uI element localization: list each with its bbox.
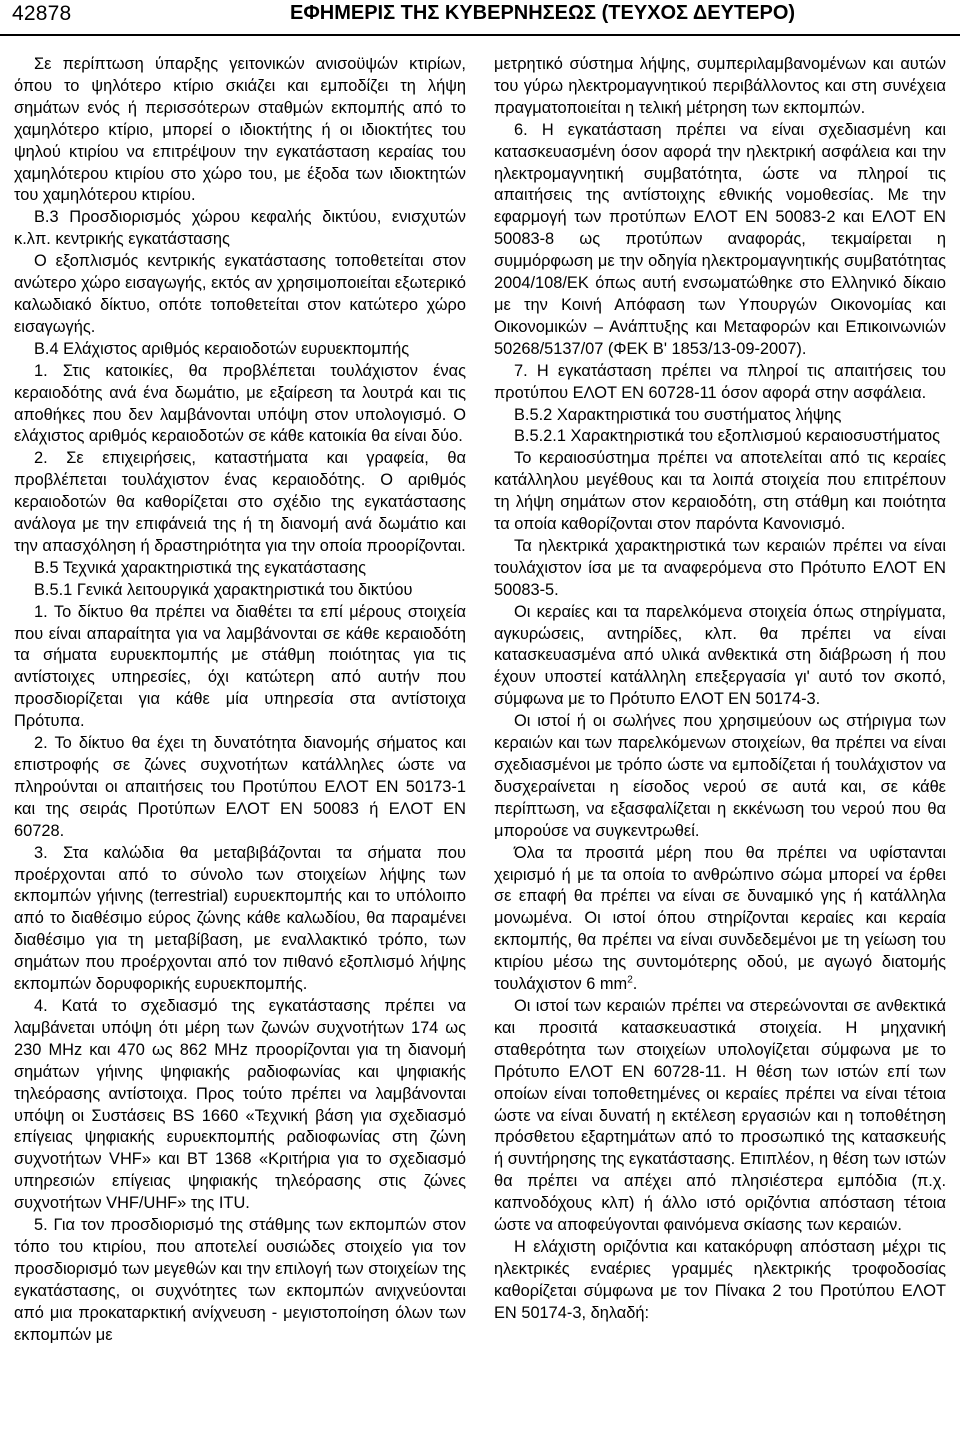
paragraph: Ο εξοπλισμός κεντρικής εγκατάστασης τοποθετείται στον ανώτερο χώρο εισαγωγής, εκτός αν χρησιμοποιείται εξωτερικό καλωδιακό δίκτυο, οπότε τοποθετείται στον κατώτερο χώρο εισαγωγής.: [14, 252, 466, 336]
paragraph: Οι ιστοί ή οι σωλήνες που χρησιμεύουν ως στήριγμα των κεραιών και των παρελκόμενων στοιχείων, θα πρέπει να είναι σχεδιασμένοι με τρόπο ώστε να εμποδίζεται ή τουλάχιστον να δυσχεραίνεται η είσοδος νερού σε αυτά και, σε κάθε περίπτωση, να εξασφαλίζεται η εκκένωση του νερού που θα μπορούσε να συγκεντρωθεί.: [494, 712, 946, 840]
paragraph: 4. Κατά το σχεδιασμό της εγκατάστασης πρέπει να λαμβάνεται υπόψη ότι μέρη των ζωνών συχνοτήτων 174 ως 230 MHz και 470 ως 862 MHz προορίζονται για τη διανομή σημάτων γήινης ψηφιακής ραδιοφωνίας και ψηφιακής τηλεόρασης αντίστοιχα. Προς τούτο πρέπει να λαμβάνονται υπόψη οι Συστάσεις BS 1660 «Τεχνική βάση για σχεδιασμό επίγειας ψηφιακής ευρυεκπομπής ραδιοφωνίας στη ζώνη συχνοτήτων VHF» και BT 1368 «Κριτήρια για το σχεδιασμό υπηρεσιών επίγειας ψηφιακής τηλεόρασης στις ζώνες συχνοτήτων VHF/UHF» της ITU.: [14, 996, 466, 1213]
paragraph: Σε περίπτωση ύπαρξης γειτονικών ανισοϋψών κτιρίων, όπου το ψηλότερο κτίριο σκιάζει και εμποδίζει τη λήψη σημάτων ενός ή περισσότερων σταθμών εκπομπής από το χαμηλότερο κτίριο, μπορεί ο ιδιοκτήτης ή οι ιδιοκτήτες του ψηλού κτιρίου να επιτρέψουν την εγκατάσταση κεραίας του χαμηλότερου κτιρίου στο χώρο του, με έξοδα των ιδιοκτητών του χαμηλότερου κτιρίου.: [14, 55, 466, 205]
section-heading: Β.4 Ελάχιστος αριθμός κεραιοδοτών ευρυεκπομπής: [34, 339, 410, 358]
paragraph: Οι ιστοί των κεραιών πρέπει να στερεώνονται σε ανθεκτικά και προσιτά κατασκευαστικά στοιχεία. Η μηχανική σταθερότητα των στοιχείων υπολογίζεται σύμφωνα με το Πρότυπο ΕΛΟΤ ΕΝ 60728-11. Η θέση των ιστών επί των οποίων είναι τοποθετημένες οι κεραίες πρέπει να είναι τέτοια ώστε να είναι δυνατή η εκτέλεση εργασιών και η τοποθέτηση πρόσθετου εξαρτημάτων από το προσωπικό της κατασκευής ή συντήρησης της εγκατάστασης. Επιπλέον, η θέση των ιστών θα πρέπει να απέχει από πλησιέστερα εμπόδια (π.χ. καπνοδόχους κλπ) ή άλλο ιστό οριζόντια απόσταση τέτοια ώστε να αποφεύγονται φαινόμενα σκίασης των κεραιών.: [494, 996, 946, 1235]
paragraph: Το κεραιοσύστημα πρέπει να αποτελείται από τις κεραίες κατάλληλου μεγέθους και τα λοιπά στοιχεία που επιτρέπουν τη λήψη σημάτων στον κεραιοδότη, στη στάθμη και ποιότητα τα οποία καθορίζονται στον παρόντα Κανονισμό.: [494, 449, 946, 534]
gazette-title: ΕΦΗΜΕΡΙΣ ΤΗΣ ΚΥΒΕΡΝΗΣΕΩΣ (ΤΕΥΧΟΣ ΔΕΥΤΕΡΟ): [290, 2, 796, 24]
page-number: 42878: [12, 2, 72, 25]
paragraph: 2. Σε επιχειρήσεις, καταστήματα και γραφεία, θα προβλέπεται τουλάχιστον ένας κεραιοδότης. Ο αριθμός κεραιοδοτών θα καθορίζεται στο σχέδιο της εγκατάστασης ανάλογα με την επιφάνειά της ή τη διανομή ανά δωμάτιο και την απασχόληση ή δραστηριότητα για την οποία προορίζονται.: [14, 449, 466, 555]
period: .: [632, 975, 638, 994]
section-heading: Β.5 Τεχνικά χαρακτηριστικά της εγκατάστασης: [34, 558, 366, 577]
paragraph-text: Όλα τα προσιτά μέρη που θα πρέπει να υφίστανται χειρισμό ή με τα οποία το ανθρώπινο σώμα μπορεί να έρθει σε επαφή θα πρέπει να είναι σε δυναμικό γης ή κατάλληλα μονωμένα. Οι ιστοί όπου στηρίζονται κεραίες και κεραία εκπομπής, θα πρέπει να είναι συνδεδεμένοι με τη γείωση του κτιρίου μέσω της συντομότερης οδού, με αγωγό διατομής τουλάχιστον 6 mm: [494, 843, 946, 994]
header-rule: [0, 34, 960, 36]
section-heading: Β.3 Προσδιορισμός χώρου κεφαλής δικτύου, ενισχυτών κ.λπ. κεντρικής εγκατάστασης: [14, 208, 466, 249]
paragraph: Οι κεραίες και τα παρελκόμενα στοιχεία όπως στηρίγματα, αγκυρώσεις, αντηρίδες, κλπ. θα πρέπει να είναι κατασκευασμένα από υλικά ανθεκτικά στη διάβρωση ή που έχουν υποστεί κατάλληλη επεξεργασία γι' αυτό τον σκοπό, σύμφωνα με το Πρότυπο ΕΛΟΤ ΕΝ 50174-3.: [494, 602, 946, 709]
paragraph: 1. Στις κατοικίες, θα προβλέπεται τουλάχιστον ένας κεραιοδότης ανά ένα δωμάτιο, με εξαίρεση τα λουτρά και τις αποθήκες που δεν λαμβάνονται υπόψη στον υπολογισμό. Ο ελάχιστος αριθμός κεραιοδοτών σε κάθε κατοικία θα είναι δύο.: [14, 361, 466, 446]
section-heading: Β.5.2.1 Χαρακτηριστικά του εξοπλισμού κεραιοσυστήματος: [514, 427, 941, 446]
left-column: [14, 54, 466, 1346]
paragraph: 6. Η εγκατάσταση πρέπει να είναι σχεδιασμένη και κατασκευασμένη όσον αφορά την ηλεκτρική ασφάλεια και την ηλεκτρομαγνητική συμβατότητα, ώστε να πληροί τις απαιτήσεις της αντίστοιχης εθνικής νομοθεσίας. Με την εφαρμογή των προτύπων ΕΛΟΤ ΕΝ 50083-2 και ΕΛΟΤ ΕΝ 50083-8 ως προτύπων αναφοράς, τεκμαίρεται η συμμόρφωση με την οδηγία ηλεκτρομαγνητικής συμβατότητας 2004/108/ΕΚ όπως αυτή ενσωματώθηκε στο Ελληνικό δίκαιο με την Κοινή Απόφαση των Υπουργών Οικονομίας και Οικονομικών – Ανάπτυξης και Μεταφορών και Επικοινωνιών 50268/5137/07 (ΦΕΚ Β' 1853/13-09-2007).: [494, 120, 946, 358]
paragraph: 7. Η εγκατάσταση πρέπει να πληροί τις απαιτήσεις του προτύπου ΕΛΟΤ ΕΝ 60728-11 όσον αφορά στην ασφάλεια.: [494, 361, 946, 402]
paragraph: 1. Το δίκτυο θα πρέπει να διαθέτει τα επί μέρους στοιχεία που είναι απαραίτητα για να λαμβάνονται σε κάθε κεραιοδότη τα σήματα ευρυεκπομπής με στάθμη ποιότητας για τις αντίστοιχες υπηρεσίες, όχι κατώτερη από αυτήν που προσδιορίζεται για κάθε μία υπηρεσία στα αντίστοιχα Πρότυπα.: [14, 602, 466, 731]
paragraph: 3. Στα καλώδια θα μεταβιβάζονται τα σήματα που προέρχονται από το σύνολο των στοιχείων λήψης των εκπομπών γήινης (terrestrial) ευρυεκπομπής και το υπόλοιπο από το διαθέσιμο εύρος ζώνης κάθε καλωδίου, θα παραμένει διαθέσιμο για τη μεταβίβαση, με εναλλακτικό τρόπο, των σημάτων που προέρχονται από τον πιθανό εξοπλισμό λήψης εκπομπών δορυφορικής ευρυεκπομπής.: [14, 843, 466, 994]
page-header: [0, 0, 960, 34]
section-heading: Β.5.1 Γενικά λειτουργικά χαρακτηριστικά του δικτύου: [34, 580, 413, 599]
superscript: 2: [627, 974, 633, 986]
paragraph: Τα ηλεκτρικά χαρακτηριστικά των κεραιών πρέπει να είναι τουλάχιστον ίσα με τα αναφερόμενα στο Πρότυπο ΕΛΟΤ ΕΝ 50083-5.: [494, 536, 946, 599]
paragraph: 5. Για τον προσδιορισμό της στάθμης των εκπομπών στον τόπο του κτιρίου, που αποτελεί ουσιώδες στοιχείο για τον προσδιορισμό των μεγεθών και την επιλογή των στοιχείων της εγκατάστασης, οι συχνότητες των εκπομπών ανιχνεύονται από μια προκαταρκτική ανίχνευση - μεγιστοποίηση όλων των εκπομπών με: [14, 1216, 466, 1344]
paragraph: [494, 843, 946, 996]
paragraph: Η ελάχιστη οριζόντια και κατακόρυφη απόσταση μέχρι τις ηλεκτρικές εναέριες γραμμές ηλεκτρικής τροφοδοσίας καθορίζεται σύμφωνα με τον Πίνακα 2 του Προτύπου ΕΛΟΤ ΕΝ 50174-3, δηλαδή:: [494, 1237, 946, 1322]
paragraph: μετρητικό σύστημα λήψης, συμπεριλαμβανομένων και αυτών του γύρω ηλεκτρομαγνητικού περιβάλλοντος και στη συνέχεια πραγματοποιείται η τελική μέτρηση των εκπομπών.: [494, 55, 946, 117]
paragraph: 2. Το δίκτυο θα έχει τη δυνατότητα διανομής σήματος και επιστροφής σε ζώνες συχνοτήτων κατάλληλες ώστε να πληρούνται οι απαιτήσεις του Προτύπου ΕΛΟΤ ΕΝ 50173-1 και της σειράς Προτύπων ΕΛΟΤ ΕΝ 50083 ή ΕΛΟΤ ΕΝ 60728.: [14, 734, 466, 840]
right-column: [494, 54, 946, 1325]
section-heading: Β.5.2 Χαρακτηριστικά του συστήματος λήψης: [514, 405, 842, 424]
